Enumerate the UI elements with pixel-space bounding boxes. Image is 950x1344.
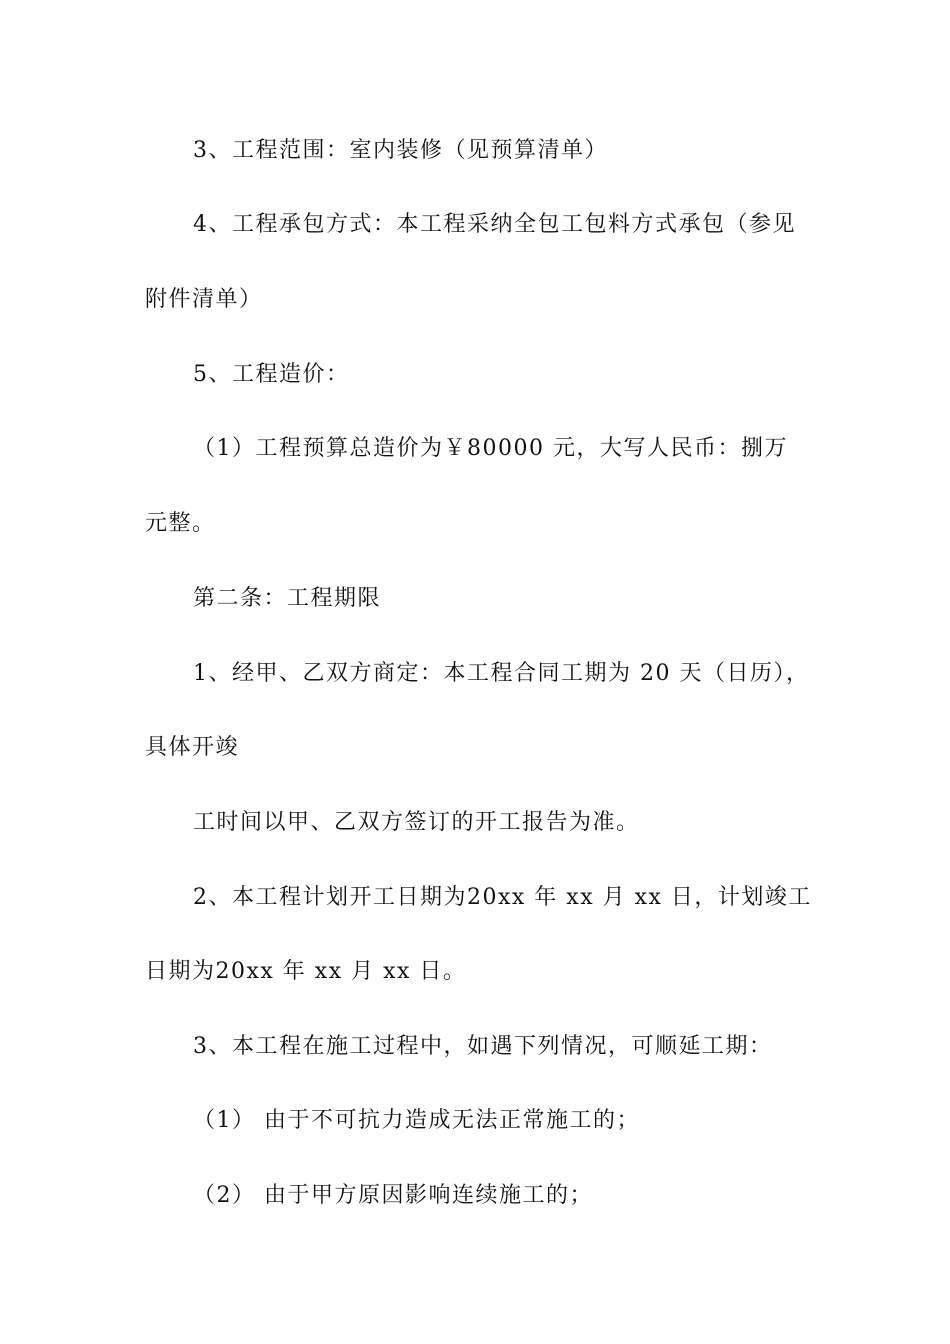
period-clause-3: 3、本工程在施工过程中，如遇下列情况，可顺延工期：: [193, 1034, 773, 1059]
clause-5-cost-heading: 5、工程造价：: [193, 362, 350, 387]
clause-4-continuation: 附件清单）: [145, 287, 263, 312]
period-clause-3-item-1: （1） 由于不可抗力造成无法正常施工的；: [193, 1108, 640, 1133]
period-clause-1-cont-b: 工时间以甲、乙双方签订的开工报告为准。: [193, 810, 640, 835]
clause-4-contract-method: 4、工程承包方式：本工程采纳全包工包料方式承包（参见: [193, 212, 796, 237]
period-clause-2-cont: 日期为20xx 年 xx 月 xx 日。: [145, 959, 467, 984]
clause-5-1-continuation: 元整。: [145, 511, 216, 536]
clause-5-1-budget: （1）工程预算总造价为￥80000 元，大写人民币：捌万: [193, 436, 788, 461]
period-clause-3-item-2: （2） 由于甲方原因影响连续施工的；: [193, 1183, 593, 1208]
clause-3-scope: 3、工程范围：室内装修（见预算清单）: [193, 138, 608, 163]
period-clause-2: 2、本工程计划开工日期为20xx 年 xx 月 xx 日，计划竣工: [193, 885, 812, 910]
period-clause-1-cont-a: 具体开竣: [145, 735, 240, 760]
period-clause-1: 1、经甲、乙双方商定：本工程合同工期为 20 天（日历），: [193, 661, 810, 686]
article-2-heading: 第二条：工程期限: [193, 586, 382, 611]
